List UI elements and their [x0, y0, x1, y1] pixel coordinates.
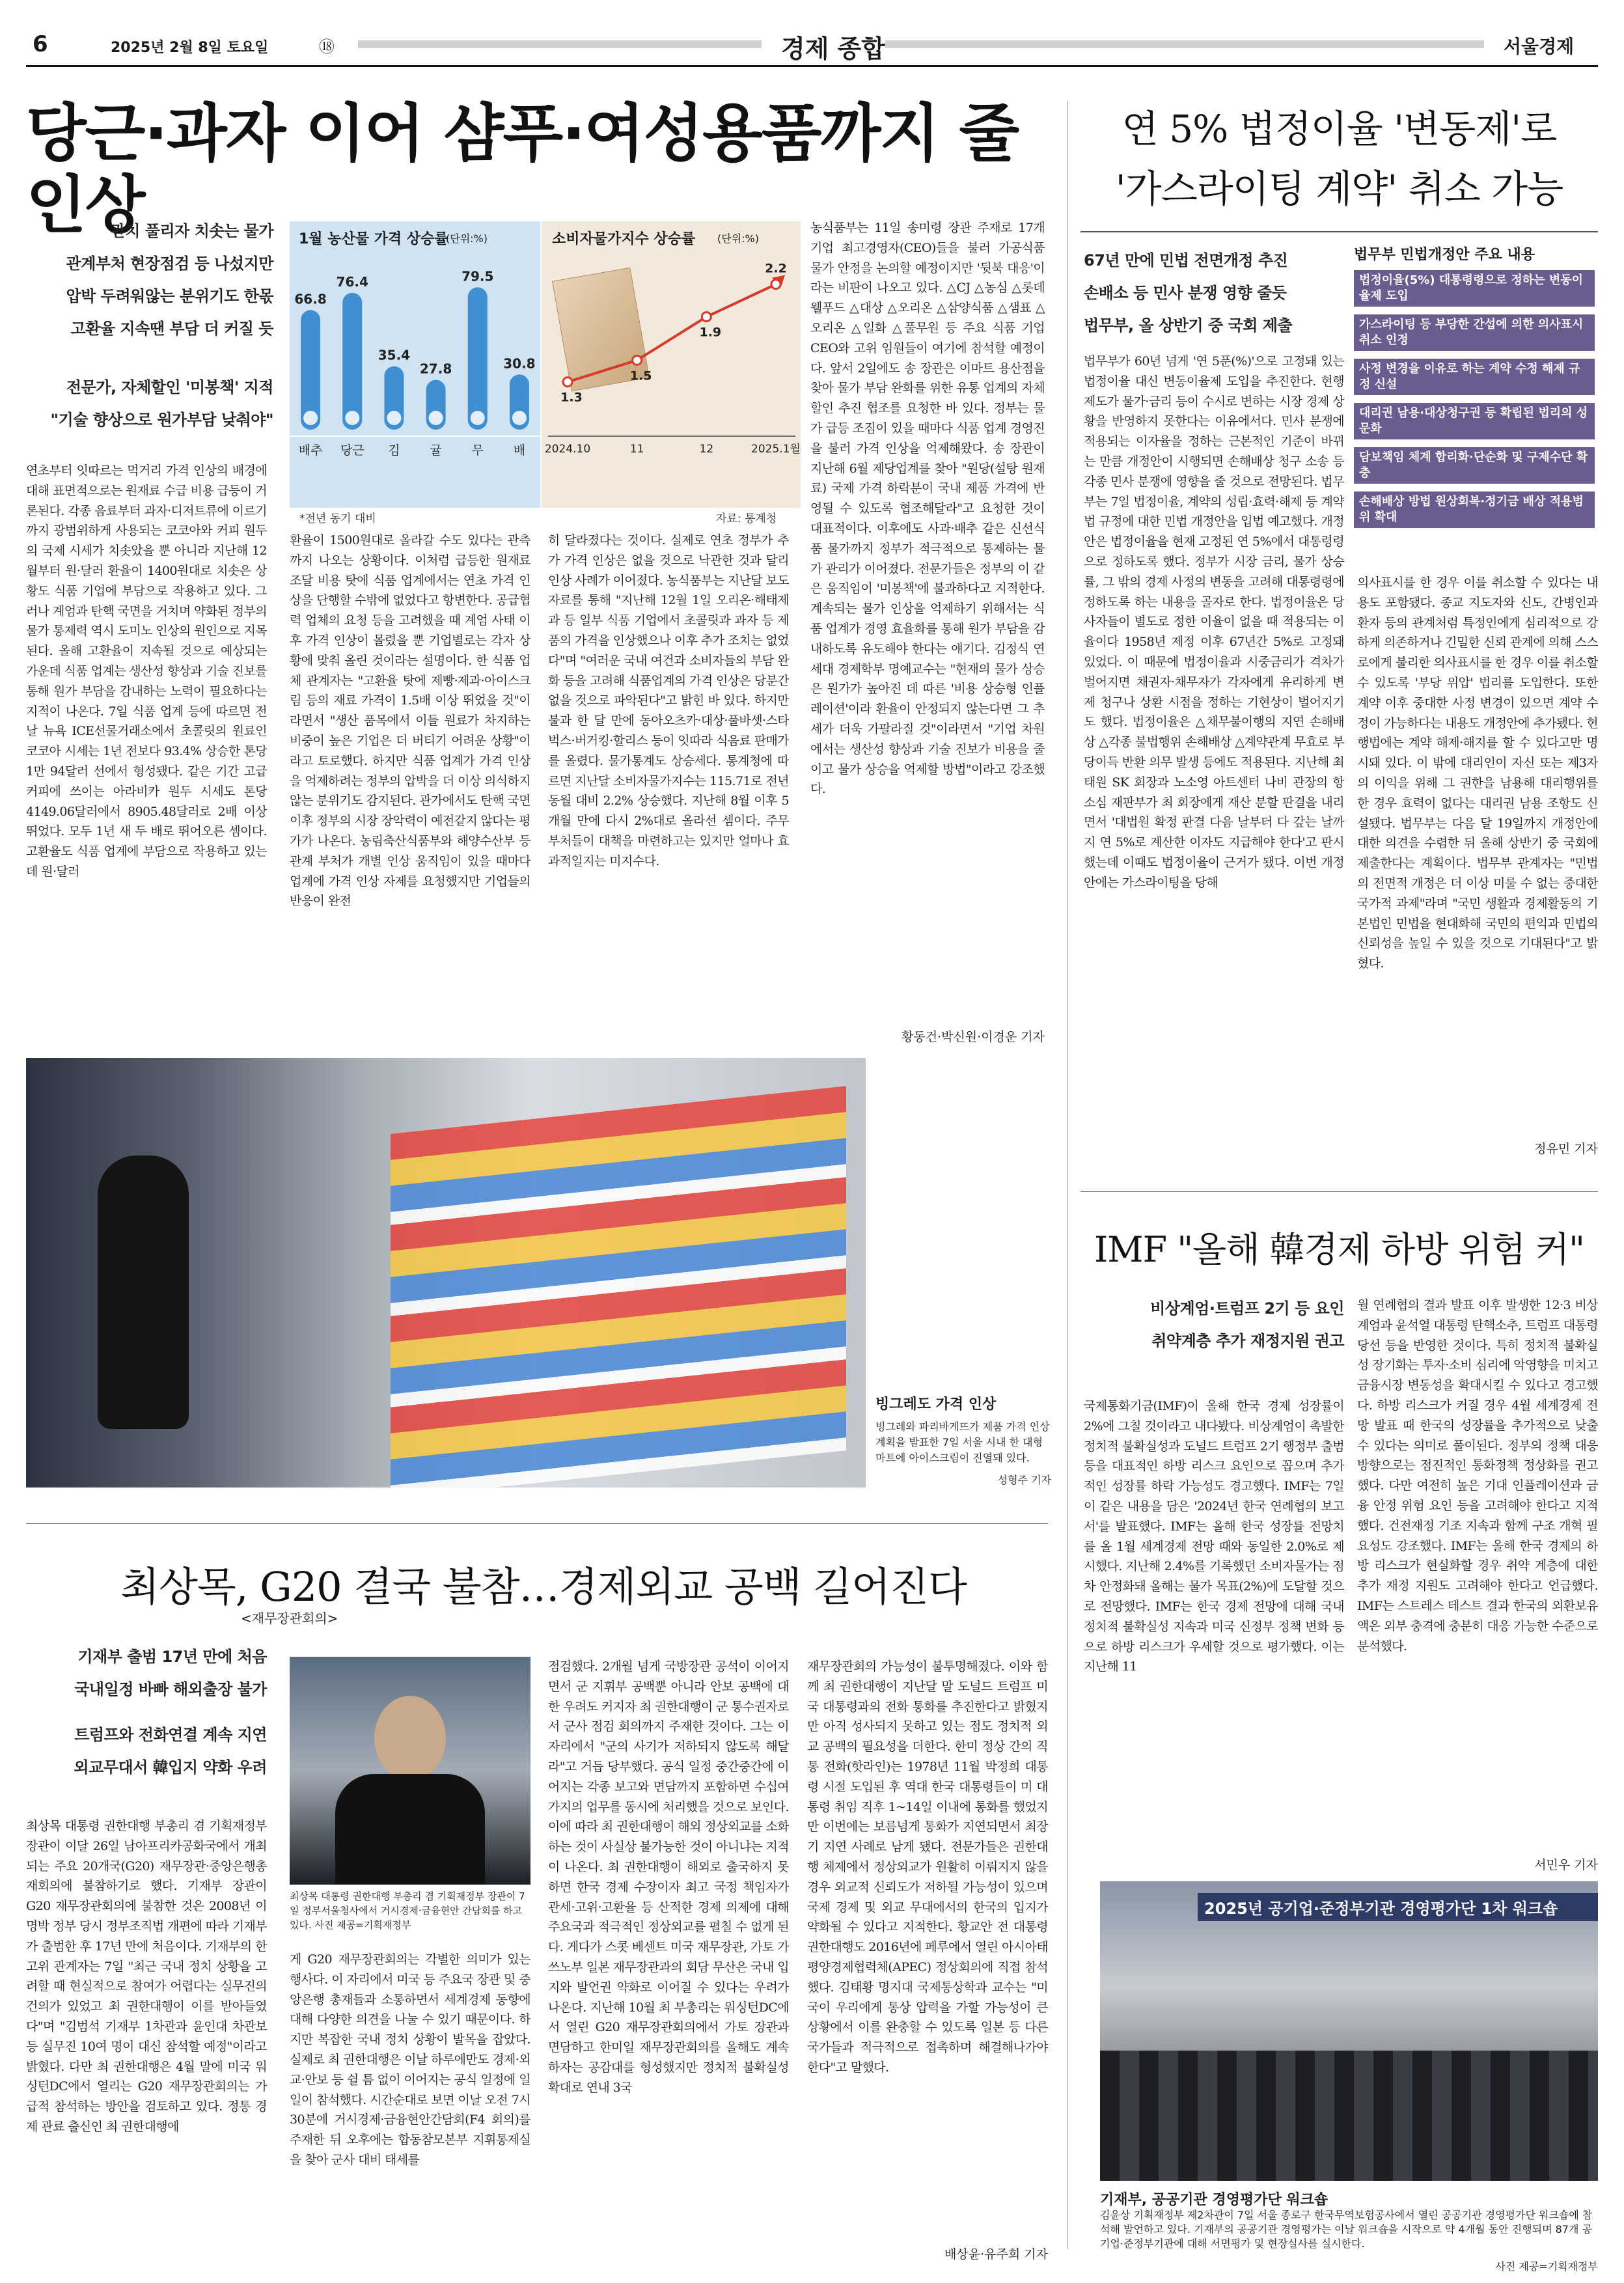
right-section-rule — [1080, 1191, 1598, 1192]
header-divider — [26, 65, 1598, 67]
chart-value-label: 79.5 — [461, 268, 494, 284]
chart-category-label: 귤 — [430, 443, 442, 458]
subhead: 비상계엄·트럼프 2기 등 요인 — [1150, 1299, 1344, 1318]
article4-col4: 재무장관회의 가능성이 불투명해졌다. 이와 함께 최 권한대행이 지난달 말 도널드 트럼프 미국 대통령과의 전화 통화를 추진한다고 밝혔지만 아직 성사되지 못하고 있는 점도 정치적 외교 공백의 필요성을 더한다. 한미 정상 간의 직통 전화(핫라인)는 1978년 11월 박정희 대통령 시절 도입된 후 역대 한국 대통령들이 미 대통령 취임 직후 1~14일 이내에 통화를 했었지만 이번에는 보름넘게 통화가 지연되면서 최장기 지연 사례로 남게 됐다. 전문가들은 권한대행 체제에서 정상외교가 원활히 이뤄지지 않을 경우 외교적 신뢰도가 저하될 가능성이 있으며 국제 경제 및 외교 무대에서의 한국의 입지가 약화될 수 있다고 지적한다. 황교안 전 대통령 권한대행도 2016년에 페루에서 열린 아시아태평양경제협력체(APEC) 정상회의에 직접 참석했다. 김태황 명지대 국제통상학과 교수는 "미국이 우리에게 통상 압력을 가할 가능성이 큰 상황에서 이를 완충할 수 있도록 일본 등 다른 국가들과 적극적으로 접촉하며 해결해나가야 한다"고 말했다. — [807, 1659, 1048, 2075]
page-number: 6 — [33, 31, 48, 57]
box-item: 가스라이팅 등 부당한 간섭에 의한 의사표시 취소 인정 — [1354, 314, 1595, 351]
chart-cpi-svg — [542, 254, 801, 469]
page-header — [26, 26, 1598, 65]
edition-mark: ⑱ — [319, 38, 335, 56]
freezer-shelves — [391, 1086, 846, 1487]
subhead: 국내일정 바빠 해외출장 불가 — [74, 1680, 267, 1698]
chart-line — [568, 284, 776, 382]
article2-rule — [1080, 231, 1598, 232]
chart-category-label: 당근 — [340, 443, 365, 458]
subhead: "기술 향상으로 원가부담 낮춰야" — [50, 411, 273, 429]
chart-unit: (단위:%) — [717, 232, 759, 245]
issue-date: 2025년 2월 8일 토요일 — [111, 40, 269, 56]
photo1-credit: 성형주 기자 — [997, 1474, 1051, 1486]
person-head — [374, 1696, 446, 1780]
chart-value-label: 1.9 — [699, 325, 722, 340]
subhead: 고환율 지속땐 부담 더 커질 듯 — [70, 320, 273, 338]
chart-value-label: 27.8 — [419, 361, 452, 377]
chart-category-label: 배 — [513, 443, 526, 458]
chart-bar-icon — [345, 411, 359, 425]
subhead: 손배소 등 민사 분쟁 영향 줄듯 — [1084, 284, 1287, 302]
article1-col1: 연초부터 잇따르는 먹거리 가격 인상의 배경에 대해 표면적으로는 원재료 수급 비용 급등이 거론된다. 각종 음료부터 과자·디저트류에 이르기까지 광범위하게 사용되는 코코아와 커피 원두의 국제 시세가 치솟았을 뿐 아니라 지난해 12월부터 원·달러 환율이 1400원대로 치솟은 상황도 식품 기업에 부담으로 작용하고 있다. 그러나 계엄과 탄핵 국면을 거치며 약화된 정부의 물가 통제력 역시 도미노 인상의 원인으로 지목된다. 올해 고환율이 지속될 것으로 예상되는 가운데 식품 업계는 생산성 향상과 기술 진보를 통해 원가 부담을 감내하는 노력이 필요하다는 지적이 나온다. 7일 식품 업계 등에 따르면 전날 뉴욕 ICE선물거래소에서 초콜릿의 원료인 코코아 시세는 1년 전보다 93.4% 상승한 톤당 1만 94달러 선에서 형성됐다. 같은 기간 고급 커피에 쓰이는 아라비카 원두 시세도 톤당 4149.06달러에서 8905.48달러로 2배 이상 뛰었다. 모두 1년 새 두 배로 뛰어오른 셈이다. 고환율도 식품 업계에 부담으로 작용하고 있는데 원·달러 — [26, 464, 267, 879]
workshop-banner: 2025년 공기업·준정부기관 경영평가단 1차 워크숍 — [1198, 1893, 1598, 1921]
chart-title: 소비자물가지수 상승률 — [552, 231, 696, 247]
article4-headline: 최상목, G20 결국 불참…경제외교 공백 길어진다 — [120, 1563, 967, 1611]
subhead: 전문가, 자체할인 '미봉책' 지적 — [66, 378, 273, 396]
choi-photo — [290, 1657, 530, 1885]
chart-bar-icon — [471, 411, 485, 425]
chart-point — [563, 378, 572, 387]
chart-bar-icon — [512, 411, 527, 425]
audience — [1100, 2051, 1598, 2181]
article1-col3: 히 달라졌다는 것이다. 실제로 연초 정부가 추가 가격 인상은 없을 것으로 낙관한 것과 달리 인상 사례가 이어졌다. 농식품부는 지난달 보도 자료를 통해 "지난해 12월 1일 오리온·해태제과 등 일부 식품 기업에서 초콜릿과 과자 등 제품의 가격을 인상했으나 이후 추가 조치는 없었다"며 "여러운 국내 여건과 소비자들의 부담 완화 등을 고려해 식품업계의 가격 인상은 당분간 없을 것으로 파악된다"고 밝힌 바 있다. 하지만 불과 한 달 만에 동아오츠카·대상·풀바셋·스타벅스·버거킹·할리스 등이 잇따라 식음료 판매가를 올렸다. 물가통계도 상승세다. 통계청에 따르면 지난달 소비자물가지수는 115.71로 전년 동월 대비 2.2% 상승했다. 지난해 8월 이후 5개월 만에 다시 2%대로 올라선 셈이다. 주무 부처들이 대책을 마련하고는 있지만 얼마나 효과적일지는 미지수다. — [548, 533, 789, 868]
subhead: 트럼프와 전화연결 계속 지연 — [74, 1726, 267, 1744]
article4-byline: 배상윤·유주희 기자 — [944, 2247, 1048, 2262]
section-title: 경제 종합 — [781, 35, 886, 63]
chart-value-label: 76.4 — [336, 273, 368, 290]
box-items — [1354, 270, 1598, 544]
subhead: 67년 만에 민법 전면개정 추진 — [1084, 251, 1288, 270]
box-item: 사정 변경을 이유로 하는 계약 수정 해제 규정 신설 — [1354, 359, 1595, 395]
header-rule-left — [358, 40, 762, 48]
article1-col4: 농식품부는 11일 송미령 장관 주재로 17개 기업 최고경영자(CEO)들을 불러 가공식품 물가 안정을 논의할 예정이지만 '뒷북 대응'이라는 비판이 나오고 있다. △CJ △농심 △롯데웰푸드 △대상 △오리온 △삼양식품 △샘표 △오리온 △일화 △풀무원 등 주요 식품 기업 CEO와 고위 임원들이 여기에 참석할 예정이다. 앞서 2일에도 송 장관은 이마트 용산점을 찾아 물가 부담 완화를 위한 유통 업계의 자체 할인 추진 협조를 요청한 바 있다. 정부는 물가 급등 조짐이 있을 때마다 식품 업계 경영진을 불러 가격 인상을 억제해왔다. 송 장관이 지난해 6월 제당업계를 찾아 "원당(설탕 원재료) 국제 가격 하락분이 국내 제품 가격에 반영될 수 있도록 협조해달라"고 요청한 것이 대표적이다. 이후에도 사과·배추 같은 신선식품 물가까지 정부가 적극적으로 통제하는 물가 관리가 이어졌다. 전문가들은 정부의 이 같은 움직임이 '미봉책'에 불과하다고 지적한다. 계속되는 물가 인상을 억제하기 위해서는 식품 업계가 경영 효율화를 통해 원가 부담을 감내하도록 유도해야 한다는 얘기다. 김정식 연세대 경제학부 명예교수는 "현재의 물가 상승은 원가가 높아진 데 따른 '비용 상승형 인플레이션'이라 환율이 안정되지 않는다면 그 추세가 더욱 가팔라질 것"이라면서 "기업 차원에서는 생산성 향상과 기술 진보가 비용을 줄이고 물가 상승을 억제할 방법"이라고 강조했다. — [810, 221, 1045, 797]
photo3-caption: 김윤상 기획재정부 제2차관이 7일 서울 종로구 한국무역보험공사에서 열린 공공기관 경영평가단 워크숍에 참석해 발언하고 있다. 기재부의 공공기관 경영평가는 이날 워크숍을 시작으로 약 4개월 동안 진행되며 87개 공기업·준정부기관에 대해 서면평가 및 현장실사를 실시한다. — [1100, 2209, 1593, 2250]
chart-bar-icon — [303, 411, 318, 425]
box-item: 법정이율(5%) 대통령령으로 정하는 변동이율제 도입 — [1354, 270, 1595, 307]
chart-bar — [342, 293, 362, 430]
chart-title: 1월 농산물 가격 상승률 — [299, 231, 448, 247]
article3-subheads — [1084, 1292, 1344, 1357]
chart-point — [771, 280, 780, 289]
subhead: 기재부 출범 17년 만에 처음 — [77, 1648, 267, 1666]
chart2-source: 자료: 통계청 — [716, 512, 777, 525]
box-item: 대리권 남용·대상청구권 등 확립된 법리의 성문화 — [1354, 403, 1595, 439]
photo1-caption: 빙그레와 파리바게뜨가 제품 가격 인상 계획을 발표한 7일 서울 시내 한 대형마트에 아이스크림이 진열돼 있다. — [875, 1420, 1050, 1464]
chart-bar — [468, 287, 488, 430]
article3-col2: 월 연례협의 결과 발표 이후 발생한 12·3 비상계엄과 윤석열 대통령 탄핵소추, 트럼프 대통령 당선 등을 반영한 것이다. 특히 정치적 불확실성 장기화는 투자·소비 심리에 악영향을 미치고 금융시장 변동성을 확대시킬 수 있다고 경고했다. 하방 리스크가 커질 경우 4월 세계경제 전망 발표 때 한국의 성장률을 추가적으로 낮출 수 있다는 의미로 풀이된다. 정부의 정책 대응 방향으로는 점진적인 통화정책 정상화를 권고했다. 다만 여전히 높은 기대 인플레이션과 금융 안정 위험 요인 등을 고려해야 한다고 지적했다. 건전재정 기조 지속과 함께 구조 개혁 필요성도 강조했다. IMF는 올해 한국 경제의 하방 리스크가 현실화할 경우 취약 계층에 대한 추가 재정 지원도 고려해야 한다고 언급했다. IMF는 스트레스 테스트 결과 한국의 외환보유액은 외부 충격에 충분히 대응 가능한 수준으로 분석했다. — [1357, 1298, 1598, 1653]
article4-col3: 점검했다. 2개월 넘게 국방장관 공석이 이어지면서 군 지휘부 공백뿐 아니라 안보 공백에 대한 우려도 커지자 최 권한대행이 군 통수권자로서 군사 점검 회의까지 주재한 것이다. 그는 이 자리에서 "군의 사기가 저하되지 않도록 해달라"고 거듭 당부했다. 공식 일정 중간중간에 이어지는 각종 보고와 면담까지 포함하면 수십여 가지의 업무를 동시에 처리했을 것으로 보인다. 이에 따라 최 권한대행이 해외 정상외교를 소화하는 것이 사실상 불가능한 것이 아니냐는 지적이 나온다. 최 권한대행이 해외로 출국하지 못하면 한국 경제 수장이자 최고 국정 책임자가 관세·고위·고환율 등 산적한 경제 의제에 대해 주요국과 적극적인 정상외교를 펼칠 수 없게 된다. 게다가 스콧 베센트 미국 재무장관, 가토 가쓰노부 일본 재무장관과의 회담 무산은 국내 입지와 발언권 약화로 이어질 수 있다는 우려가 나온다. 지난해 10월 최 부총리는 워싱턴DC에서 열린 G20 재무장관회의에서 가토 장관과 면담하고 한미일 재무장관회의를 올해도 계속하자는 공감대를 형성했지만 정치적 불확실성 확대로 연내 3국 — [548, 1659, 789, 2095]
subhead: 외교무대서 韓입지 약화 우려 — [74, 1758, 267, 1777]
article4-headline-note: <재무장관회의> — [241, 1611, 338, 1626]
icecream-photo — [26, 1058, 866, 1487]
chart-value-label: 1.5 — [629, 368, 652, 383]
article1-col2: 환율이 1500원대로 올라갈 수도 있다는 관측까지 나오는 상황이다. 이처럼 급등한 원재료 조달 비용 탓에 식품 업계에서는 연초 가격 인상을 단행할 수밖에 없었다고 항변한다. 공급협력 업체의 요청 등을 고려했을 때 계엄 사태 이후 가격 인상이 몰렸을 뿐 기업별로는 각자 상황에 맞춰 올린 것이라는 설명이다. 한 식품 업체 관계자는 "고환율 탓에 제빵·제과·아이스크림 등의 재료 가격이 1.5배 이상 뛰었을 것"이라면서 "생산 품목에서 이들 원료가 차지하는 비중이 높은 기업은 더 버티기 어려운 상황"이라고 토로했다. 하지만 식품 업계가 가격 인상을 억제하려는 정부의 압박을 더 이상 의식하지 않는 분위기도 감지된다. 관가에서도 탄핵 국면 이후 정부의 시장 장악력이 예전같지 않다는 평가가 나온다. 농림축산식품부와 해양수산부 등 관계 부처가 개별 인상 움직임이 있을 때마다 업계에 가격 인상 자제를 요청했지만 기업들의 반응이 완전 — [290, 533, 530, 909]
chart-value-label: 2.2 — [765, 261, 787, 276]
chart-value-label: 35.4 — [378, 347, 411, 363]
chart-category-label: 배추 — [298, 443, 323, 458]
chart-cpi — [542, 221, 801, 508]
chart-unit: (단위:%) — [446, 232, 488, 245]
article2-col1: 법무부가 60년 넘게 '연 5푼(%)'으로 고정돼 있는 법정이율 대신 변동이율제 도입을 추진한다. 현행 제도가 물가·금리 등이 수시로 변하는 시장 경제 상황을 반영하지 못한다는 이유에서다. 민사 분쟁에 적용되는 이자율을 정하는 근본적인 기준이 바뀌는 만큼 개정안이 시행되면 손해배상 청구 소송 등 각종 민사 분쟁에 영향을 줄 것으로 전망된다. 법무부는 7일 법정이율, 계약의 성립·효력·해제 등 계약법 규정에 대한 민법 개정안을 입법 예고했다. 개정안은 법정이율을 현재 고정된 연 5%에서 대통령령으로 정하도록 했다. 정부가 시장 금리, 물가 상승률, 그 밖의 경제 사정의 변동을 고려해 대통령령에 정하도록 하는 내용을 골자로 한다. 법정이율은 당사자들이 별도로 정한 이율이 없을 때 적용되는 이율이다 1958년 제정 이후 67년간 5%로 고정돼 있었다. 이 때문에 법정이율과 시중금리가 격차가 벌어지면 채권자·채무자가 각자에게 유리하게 변제 청구나 상환 시점을 정하는 기현상이 벌어지기도 했다. 법정이율은 △채무불이행의 지연 손해배상 △각종 불법행위 손해배상 △계약관계 무효로 부당이득 반환 의무 발생 등에도 적용된다. 지난해 최태원 SK 회장과 노소영 아트센터 나비 관장의 항소심 재판부가 최 회장에게 재산 분할 판결을 내리면서 '대법원 확정 판결 다음 날부터 다 갚는 날까지 연 5%로 계산한 이자도 지급해야 한다'고 판시했는데 이때도 법정이율이 근거가 됐다. 이번 개정안에는 가스라이팅을 당해 — [1084, 354, 1344, 890]
article4-col2: 게 G20 재무장관회의는 각별한 의미가 있는 행사다. 이 자리에서 미국 등 주요국 장관 및 중앙은행 총재들과 소통하면서 세계경제 동향에 대해 다양한 의견을 나눌 수 있기 때문이다. 하지만 복잡한 국내 정치 상황이 발목을 잡았다. 실제로 최 권한대행은 이날 하루에만도 경제·외교·안보 등 쉴 틈 없이 이어지는 공식 일정에 일일이 참석했다. 시간순대로 보면 이날 오전 7시 30분에 거시경제·금융현안간담회(F4 회의)를 주재한 뒤 오후에는 합동참모본부 지휘통제실을 찾아 군사 대비 태세를 — [290, 1952, 530, 2167]
chart-category-label: 11 — [629, 443, 644, 456]
article2-headline-2: '가스라이팅 계약' 취소 가능 — [1115, 167, 1563, 211]
photo3-credit: 사진 제공=기획재정부 — [1495, 2260, 1598, 2273]
article2-subheads — [1084, 244, 1344, 342]
chart-point — [702, 312, 711, 322]
chart-point — [633, 355, 642, 365]
photo2-caption: 최상목 대통령 권한대행 부총리 겸 기획재정부 장관이 7일 정부서울청사에서 거시경제·금융현안 간담회를 하고 있다. 사진 제공=기획재정부 — [290, 1890, 525, 1931]
article1-byline: 황동건·박신원·이경운 기자 — [901, 1030, 1045, 1044]
chart1-footnote: *전년 동기 대비 — [299, 512, 376, 525]
box-item: 담보책임 체계 합리화·단순화 및 구제수단 확충 — [1354, 447, 1595, 484]
chart-agri-prices — [290, 221, 540, 508]
article1-subheads — [26, 215, 273, 436]
person-suit — [335, 1774, 485, 1885]
chart-bar-icon — [429, 411, 443, 425]
subhead: 취약계층 추가 재정지원 권고 — [1151, 1332, 1344, 1350]
subhead: 압박 두려워않는 분위기도 한몫 — [66, 287, 273, 305]
box-item: 손해배상 방법 원상회복·정기금 배상 적용범위 확대 — [1354, 491, 1595, 528]
photo1-title: 빙그레도 가격 인상 — [875, 1396, 997, 1413]
article1-headline: 당근·과자 이어 샴푸·여성용품까지 줄인상 — [26, 97, 1019, 242]
civil-law-box — [1354, 244, 1598, 544]
article4-subheads — [26, 1640, 267, 1784]
header-rule-right — [885, 40, 1484, 48]
chart-agri-svg — [290, 254, 540, 469]
box-title: 법무부 민법개정안 주요 내용 — [1354, 247, 1535, 263]
subhead: 관치 풀리자 치솟는 물가 — [110, 222, 273, 240]
article2-headline-1: 연 5% 법정이율 '변동제'로 — [1122, 107, 1557, 151]
subhead: 법무부, 올 상반기 중 국회 제출 — [1084, 316, 1293, 335]
article2-byline: 정유민 기자 — [1534, 1142, 1598, 1156]
article3-headline: IMF "올해 韓경제 하방 위험 커" — [1094, 1229, 1585, 1270]
workshop-photo — [1100, 1881, 1598, 2181]
article3-col1: 국제통화기금(IMF)이 올해 한국 경제 성장률이 2%에 그칠 것이라고 내다봤다. 비상계엄이 촉발한 정치적 불확실성과 도널드 트럼프 2기 행정부 출범 등을 대표적인 하방 리스크 요인으로 꼽으며 추가적인 성장률 하락 가능성도 경고했다. IMF는 7일 이 같은 내용을 담은 '2024년 한국 연례협의 보고서'를 발표했다. IMF는 올해 한국 성장률 전망치를 올 1월 세계경제 전망 때와 동일한 2.0%로 제시했다. 지난해 2.4%를 기록했던 소비자물가는 점차 안정화돼 올해는 물가 목표(2%)에 도달할 것으로 전망했다. IMF는 한국 경제 전망에 대해 국내 정치적 불확실성 지속과 미국 신정부 정책 변화 등으로 하방 리스크가 우세할 것으로 평가했다. 이는 지난해 11 — [1084, 1399, 1344, 1674]
shopper-figure — [98, 1155, 189, 1429]
chart-value-label: 30.8 — [503, 355, 536, 372]
chart-value-label: 66.8 — [294, 291, 327, 307]
article4-col1: 최상목 대통령 권한대행 부총리 겸 기획재정부 장관이 이달 26일 남아프리카공화국에서 개최되는 주요 20개국(G20) 재무장관·중앙은행총재회의에 불참하기로 했다. 기재부 장관이 G20 재무장관회의에 불참한 것은 2008년 이명박 정부 당시 정부조직법 개편에 따라 기재부가 출범한 후 17년 만에 처음이다. 기재부의 한 고위 관계자는 7일 "최근 국내 정치 상황을 고려할 때 현실적으로 참여가 어렵다는 실무진의 건의가 있었고 최 권한대행이 이를 받아들였다"며 "김범석 기재부 1차관과 윤인대 차관보 등 실무진 10여 명이 대신 참석할 예정"이라고 밝혔다. 다만 최 권한대행은 4월 말에 미국 워싱턴DC에서 열리는 G20 재무장관회의는 가급적 참석하는 방안을 검토하고 있다. 정통 경제 관료 출신인 최 권한대행에 — [26, 1819, 267, 2134]
chart-bar-icon — [387, 411, 401, 425]
chart-category-label: 무 — [471, 443, 484, 458]
article2-col2: 의사표시를 한 경우 이를 취소할 수 있다는 내용도 포함됐다. 종교 지도자와 신도, 간병인과 환자 등의 관계처럼 특정인에게 심리적으로 강하게 의존하거나 긴밀한 신뢰 관계에 의해 스스로에게 불리한 의사표시를 한 경우 이를 취소할 수 있도록 '부당 위압' 법리를 도입한다. 또한 계약 이후 중대한 사정 변경이 있으면 계약 수정이 가능하다는 내용도 개정안에 추가됐다. 현행법에는 계약 해제·해지를 할 수 있다고만 명시돼 있다. 이 밖에 대리인이 자신 또는 제3자의 이익을 위해 그 권한을 남용해 대리행위를 한 경우 효력이 없다는 대리권 남용 조항도 신설됐다. 법무부는 다음 달 19일까지 개정안에 대한 의견을 수렴한 뒤 올해 상반기 중 국회에 제출한다는 계획이다. 법무부 관계자는 "민법의 전면적 개정은 더 이상 미룰 수 없는 중대한 국가적 과제"라며 "국민 생활과 경제활동의 기본법인 민법을 현대화해 국민의 편익과 민법의 신뢰성을 높일 수 있을 것으로 기대된다"고 밝혔다. — [1357, 575, 1598, 971]
publication-name: 서울경제 — [1504, 36, 1575, 57]
chart-value-label: 1.3 — [560, 390, 583, 405]
subhead: 관계부처 현장점검 등 나섰지만 — [66, 255, 273, 273]
column-divider — [1067, 101, 1068, 2249]
article3-byline: 서민우 기자 — [1534, 1858, 1598, 1872]
chart-category-label: 12 — [699, 443, 714, 456]
chart-category-label: 김 — [388, 443, 400, 458]
chart-category-label: 2024.10 — [544, 443, 591, 456]
chart-category-label: 2025.1월 — [751, 443, 801, 456]
photo3-title: 기재부, 공공기관 경영평가단 워크숍 — [1100, 2192, 1328, 2208]
bottom-section-rule — [26, 1523, 1048, 1524]
